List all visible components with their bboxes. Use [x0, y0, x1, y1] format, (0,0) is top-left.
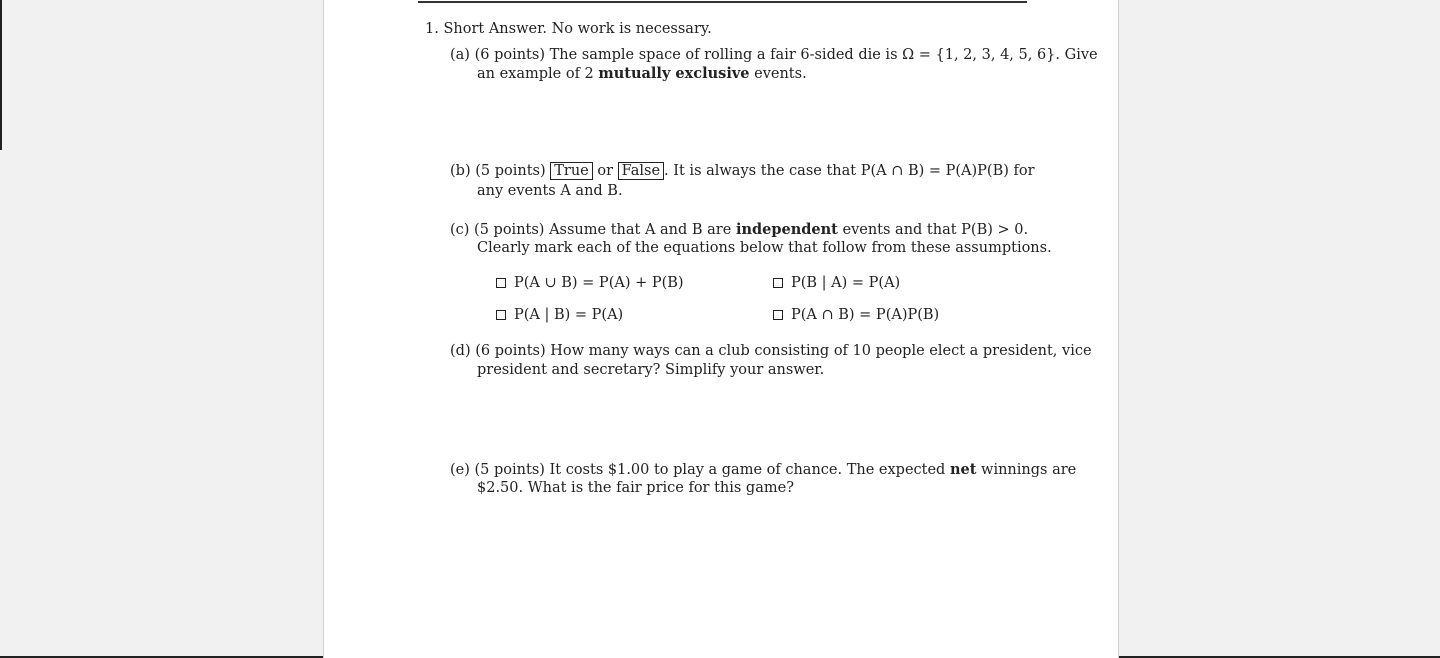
part-e-line1-post: winnings are — [981, 462, 1077, 478]
option-text: P(A ∪ B) = P(A) + P(B) — [514, 275, 684, 291]
part-a-line1: The sample space of rolling a fair 6-sided die is Ω = {1, 2, 3, 4, 5, 6}. Give — [549, 47, 1098, 63]
part-b-line2: any events A and B. — [477, 183, 623, 199]
part-d — [450, 342, 1092, 361]
part-b-points: (5 points) — [475, 163, 546, 179]
part-c-points: (5 points) — [474, 222, 545, 238]
part-d-points: (6 points) — [475, 343, 546, 359]
question-number: 1. — [425, 21, 439, 37]
part-b — [450, 162, 1035, 181]
part-b-line1: . It is always the case that P(A ∩ B) = P(A)P(B) for — [664, 163, 1035, 179]
true-option[interactable]: True — [550, 162, 593, 180]
false-option[interactable]: False — [618, 162, 664, 180]
part-d-line2: president and secretary? Simplify your answer. — [477, 362, 825, 378]
part-d-label: (d) — [450, 343, 471, 359]
checkbox[interactable] — [773, 310, 783, 320]
part-c-emphasis: independent — [735, 221, 838, 238]
part-a-line2-pre: an example of 2 — [477, 66, 594, 82]
window-edge-left — [0, 0, 2, 150]
checkbox[interactable] — [773, 278, 783, 288]
option-text: P(B | A) = P(A) — [791, 275, 901, 291]
part-c-line1-pre: Assume that A and B are — [549, 222, 732, 238]
part-b-label: (b) — [450, 163, 471, 179]
document-page — [323, 0, 1119, 658]
part-e-line2: $2.50. What is the fair price for this game? — [477, 480, 794, 496]
part-a-line2-post: events. — [754, 66, 807, 82]
part-e — [450, 460, 1076, 480]
checkbox[interactable] — [496, 278, 506, 288]
part-a-points: (6 points) — [474, 47, 545, 63]
option-intersection[interactable] — [773, 306, 939, 325]
part-c-line1-post: events and that P(B) > 0. — [842, 222, 1029, 238]
part-a-emphasis: mutually exclusive — [598, 65, 750, 82]
part-a — [450, 46, 1098, 65]
part-e-points: (5 points) — [474, 462, 545, 478]
question-heading — [425, 20, 712, 39]
option-conditional-a-given-b[interactable] — [496, 306, 623, 325]
question-heading-text: Short Answer. No work is necessary. — [443, 21, 712, 37]
option-conditional-b-given-a[interactable] — [773, 274, 900, 293]
or-text: or — [597, 163, 614, 179]
part-e-line1-pre: It costs $1.00 to play a game of chance. The expected — [549, 462, 946, 478]
checkbox[interactable] — [496, 310, 506, 320]
option-text: P(A ∩ B) = P(A)P(B) — [791, 307, 940, 323]
part-c-label: (c) — [450, 222, 470, 238]
part-a-label: (a) — [450, 47, 470, 63]
part-e-emphasis: net — [949, 461, 977, 478]
part-d-line1: How many ways can a club consisting of 10 people elect a president, vice — [550, 343, 1092, 359]
part-c — [450, 220, 1028, 240]
part-a-line2 — [477, 64, 807, 84]
part-e-label: (e) — [450, 462, 470, 478]
option-text: P(A | B) = P(A) — [514, 307, 624, 323]
top-rule — [418, 1, 1027, 3]
part-c-line2: Clearly mark each of the equations below that follow from these assumptions. — [477, 240, 1052, 256]
option-union[interactable] — [496, 274, 684, 293]
